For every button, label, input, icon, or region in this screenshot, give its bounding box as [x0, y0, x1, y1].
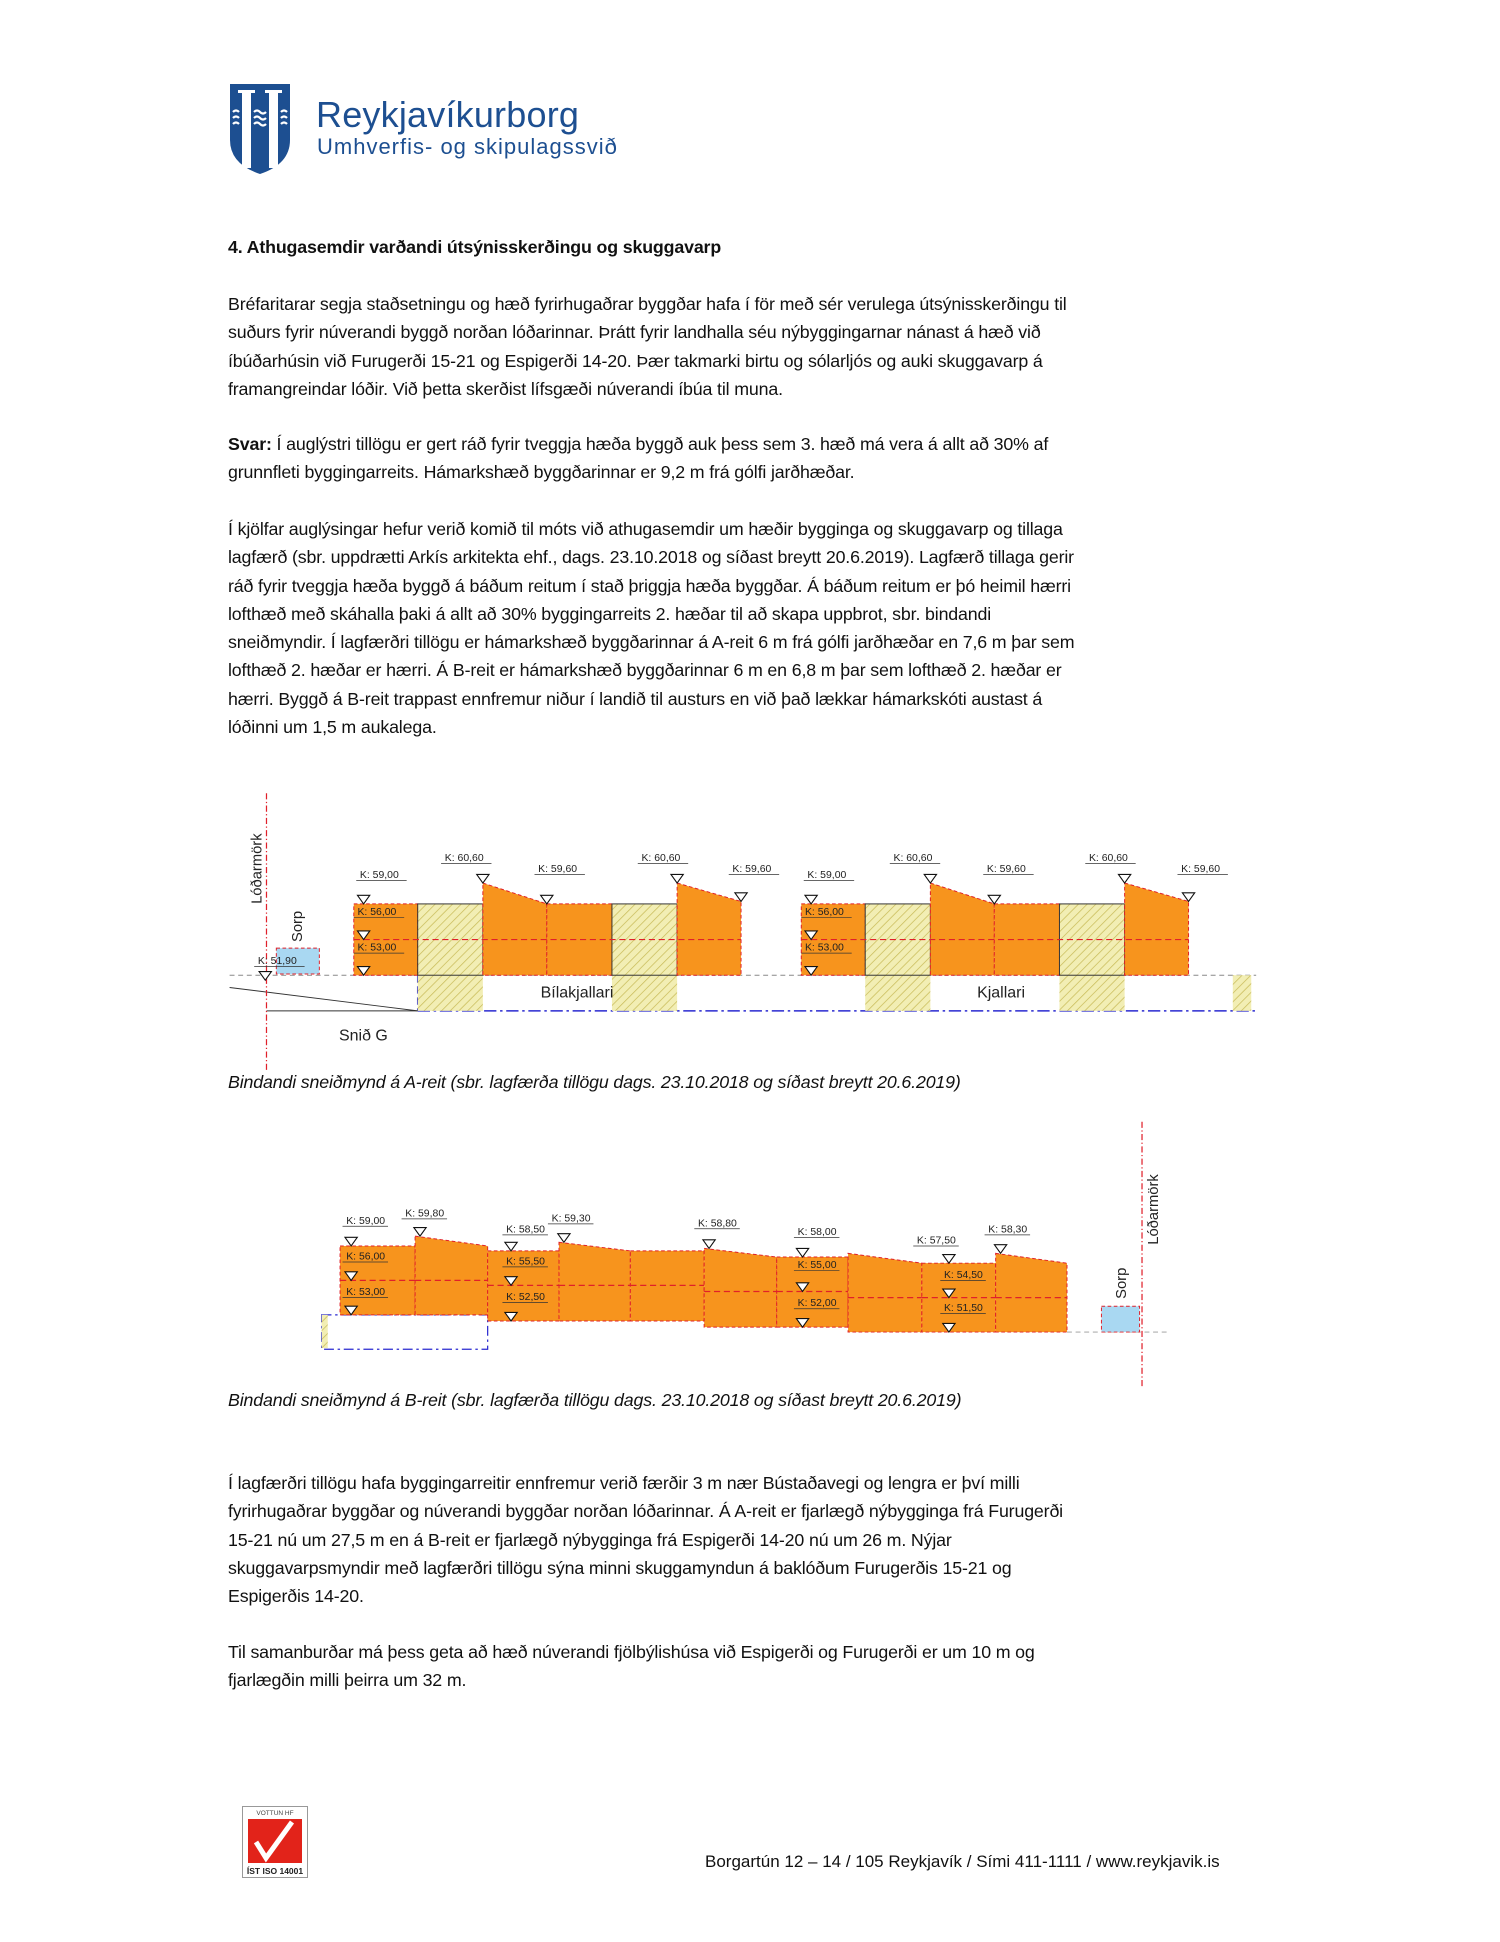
waste-bin-label: Sorp — [290, 910, 307, 943]
section-diagram-b-reit — [313, 1113, 1174, 1390]
level-marker-icon — [558, 1234, 570, 1243]
level-marker-icon — [357, 895, 369, 904]
text-line: Í kjölfar auglýsingar hefur verið komið til móts við athugasemdir um hæðir bygginga og skuggavarp og tillaga — [228, 519, 1063, 539]
level-label: K: 58,30 — [988, 1224, 1028, 1236]
level-label: K: 58,80 — [697, 1218, 737, 1230]
level-marker-icon — [505, 1242, 517, 1251]
text-line: Bréfaritarar segja staðsetningu og hæð fyrirhugaðrar byggðar hafa í för með sér verulega útsýnisskerðingu til — [228, 294, 1067, 314]
footer-address: Borgartún 12 – 14 / 105 Reykjavík / Sími 411-1111 / www.reykjavik.is — [705, 1852, 1220, 1871]
level-label: K: 59,00 — [346, 1215, 386, 1227]
level-label: K: 56,00 — [804, 906, 844, 918]
building-segment — [996, 1253, 1067, 1332]
level-marker-icon — [477, 874, 489, 883]
text-line: fyrirhugaðrar byggðar og núverandi byggðar norðan lóðarinnar. Á A-reit er fjarlægð nýbygginga frá Furugerði — [228, 1501, 1063, 1522]
level-label: K: 60,60 — [1088, 852, 1128, 864]
text-line: 15-21 nú um 27,5 m en á B-reit er fjarlægð nýbygginga frá Espigerði 14-20 nú um 26 m. Nýjar — [228, 1529, 952, 1550]
building-sloped-roof-block — [930, 883, 994, 975]
level-marker-icon — [345, 1237, 357, 1246]
cert-bottom-text: ÍST ISO 14001 — [246, 1866, 304, 1876]
level-label: K: 53,00 — [346, 1287, 386, 1299]
basement-hatch — [865, 975, 930, 1011]
section-diagram-a-reit — [221, 787, 1266, 1070]
property-boundary-label: Lóðarmörk — [249, 833, 266, 904]
building-segment — [704, 1248, 777, 1327]
basement-hatch — [322, 1315, 328, 1348]
text-line: lóðinni um 1,5 m aukalega. — [228, 717, 437, 738]
text-line: suðurs fyrir núverandi byggð norðan lóðarinnar. Þrátt fyrir landhalla séu nýbyggingarnar nánast á hæð við — [228, 322, 1041, 343]
level-marker-icon — [796, 1248, 808, 1257]
level-label: K: 53,00 — [357, 942, 397, 954]
building-segment — [415, 1236, 488, 1315]
paragraph-answer — [228, 430, 1048, 487]
text-line: skuggavarpsmyndir með lagfærðri tillögu sýna minni skuggamyndun á baklóðum Furugerðis 15-21 og — [228, 1557, 1012, 1578]
level-marker-icon — [259, 972, 271, 981]
level-marker-icon — [671, 874, 683, 883]
waste-bin-box — [1101, 1306, 1139, 1332]
level-marker-icon — [414, 1228, 426, 1237]
level-marker-icon — [1118, 874, 1130, 883]
basement-label: Kjallari — [977, 984, 1026, 1002]
text-line: Í lagfærðri tillögu hafa byggingarreitir ennfremur verið færðir 3 m nær Bústaðavegi og lengra er því milli — [228, 1473, 1020, 1493]
level-label: K: 59,80 — [405, 1208, 445, 1220]
basement-hatch — [1233, 975, 1251, 1011]
building-sloped-roof-block — [677, 883, 741, 975]
level-marker-icon — [805, 895, 817, 904]
text-line: Í auglýstri tillögu er gert ráð fyrir tveggja hæða byggð auk þess sem 3. hæð má vera á allt að 30% af — [271, 434, 1049, 454]
diagram-a-caption: Bindandi sneiðmynd á A-reit (sbr. lagfærða tillögu dags. 23.10.2018 og síðast breytt 20.6.2019) — [228, 1072, 961, 1092]
level-label: K: 56,00 — [346, 1251, 386, 1263]
level-label: K: 52,00 — [797, 1298, 837, 1310]
basement-hatch — [1059, 975, 1124, 1011]
text-line: lofthæð með skáhalla þaki á allt að 30% byggingarreits 2. hæðar til að skapa uppbrot, sbr. bindandi — [228, 603, 992, 624]
text-line: lagfærð (sbr. uppdrætti Arkís arkitekta ehf., dags. 23.10.2018 og síðast breytt 20.6.2019). Lagfærð tillaga gerir — [228, 547, 1074, 568]
level-label: K: 60,60 — [444, 852, 484, 864]
building-segment — [848, 1253, 922, 1332]
level-label: K: 55,50 — [506, 1256, 546, 1268]
org-name: Reykjavíkurborg — [316, 94, 580, 135]
level-marker-icon — [924, 874, 936, 883]
text-line: framangreindar lóðir. Við þetta skerðist lífsgæði núverandi íbúa til muna. — [228, 378, 783, 399]
text-line: Espigerðis 14-20. — [228, 1586, 364, 1607]
text-line: hærri. Byggð á B-reit trappast ennfremur niður í landið til austurs en við það lækkar hámarkskóti austast á — [228, 688, 1043, 709]
text-line: grunnfleti byggingarreits. Hámarkshæð byggðarinnar er 9,2 m frá gólfi jarðhæðar. — [228, 462, 855, 483]
level-label: K: 51,50 — [943, 1303, 983, 1315]
level-label: K: 56,00 — [357, 906, 397, 918]
iso-14001-certification-logo — [242, 1806, 308, 1878]
paragraph-objection — [228, 290, 1067, 403]
level-label: K: 59,60 — [986, 863, 1026, 875]
building-sloped-roof-block — [483, 883, 547, 975]
waste-bin-label: Sorp — [1114, 1267, 1131, 1299]
level-label: K: 52,50 — [506, 1292, 546, 1304]
level-label: K: 51,90 — [257, 956, 297, 968]
answer-label: Svar: — [228, 434, 272, 454]
building-sloped-roof-block — [1125, 883, 1189, 975]
level-label: K: 60,60 — [641, 852, 681, 864]
property-boundary-label: Lóðarmörk — [1146, 1174, 1163, 1245]
level-label: K: 59,00 — [359, 870, 399, 882]
level-label: K: 59,30 — [551, 1213, 591, 1225]
paragraph-comparison — [228, 1638, 1035, 1695]
level-label: K: 57,50 — [916, 1235, 956, 1247]
reykjavik-coat-of-arms-logo — [228, 82, 292, 176]
level-label: K: 55,00 — [797, 1260, 837, 1272]
cert-top-text: VOTTUN HF — [256, 1810, 294, 1817]
text-line: sneiðmyndir. Í lagfærðri tillögu er hámarkshæð byggðarinnar á A-reit 6 m frá gólfi jarðhæðar en 7,6 m þar sem — [228, 632, 1075, 653]
level-label: K: 60,60 — [893, 852, 933, 864]
section-label: Snið G — [339, 1027, 388, 1045]
basement-hatch — [418, 975, 483, 1011]
level-label: K: 53,00 — [804, 942, 844, 954]
text-line: ráð fyrir tveggja hæða byggð á báðum reitum í stað þriggja hæða byggðar. Á báðum reitum er þó heimil hærri — [228, 575, 1071, 596]
level-label: K: 54,50 — [943, 1269, 983, 1281]
paragraph-revision — [228, 515, 1074, 741]
text-line: Til samanburðar má þess geta að hæð núverandi fjölbýlishúsa við Espigerði og Furugerði er um 10 m og — [228, 1642, 1035, 1662]
section-heading: 4. Athugasemdir varðandi útsýnisskerðingu og skuggavarp — [228, 237, 722, 257]
terrain-line — [230, 988, 418, 1011]
level-label: K: 59,00 — [807, 870, 847, 882]
level-label: K: 59,60 — [1181, 863, 1221, 875]
text-line: íbúðarhúsin við Furugerði 15-21 og Espigerði 14-20. Þær takmarki birtu og sólarljós og auki skuggavarp á — [228, 350, 1043, 371]
department-name: Umhverfis- og skipulagssvið — [317, 134, 618, 159]
level-label: K: 59,60 — [732, 863, 772, 875]
level-marker-icon — [994, 1245, 1006, 1254]
paragraph-distances — [228, 1469, 1063, 1610]
basement-outline — [322, 1315, 488, 1349]
text-line: fjarlægðin milli þeirra um 32 m. — [228, 1670, 467, 1691]
level-marker-icon — [703, 1240, 715, 1249]
building-segment — [559, 1242, 630, 1321]
level-marker-icon — [943, 1255, 955, 1264]
level-label: K: 58,50 — [506, 1224, 546, 1236]
level-label: K: 58,00 — [797, 1226, 837, 1238]
basement-hatch — [612, 975, 677, 1011]
level-label: K: 59,60 — [538, 863, 578, 875]
garage-label: Bílakjallari — [540, 984, 614, 1002]
diagram-b-caption: Bindandi sneiðmynd á B-reit (sbr. lagfærða tillögu dags. 23.10.2018 og síðast breytt 20.6.2019) — [228, 1390, 962, 1410]
text-line: lofthæð 2. hæðar er hærri. Á B-reit er hámarkshæð byggðarinnar 6 m en 6,8 m þar sem lofthæð 2. hæðar er — [228, 660, 1062, 681]
